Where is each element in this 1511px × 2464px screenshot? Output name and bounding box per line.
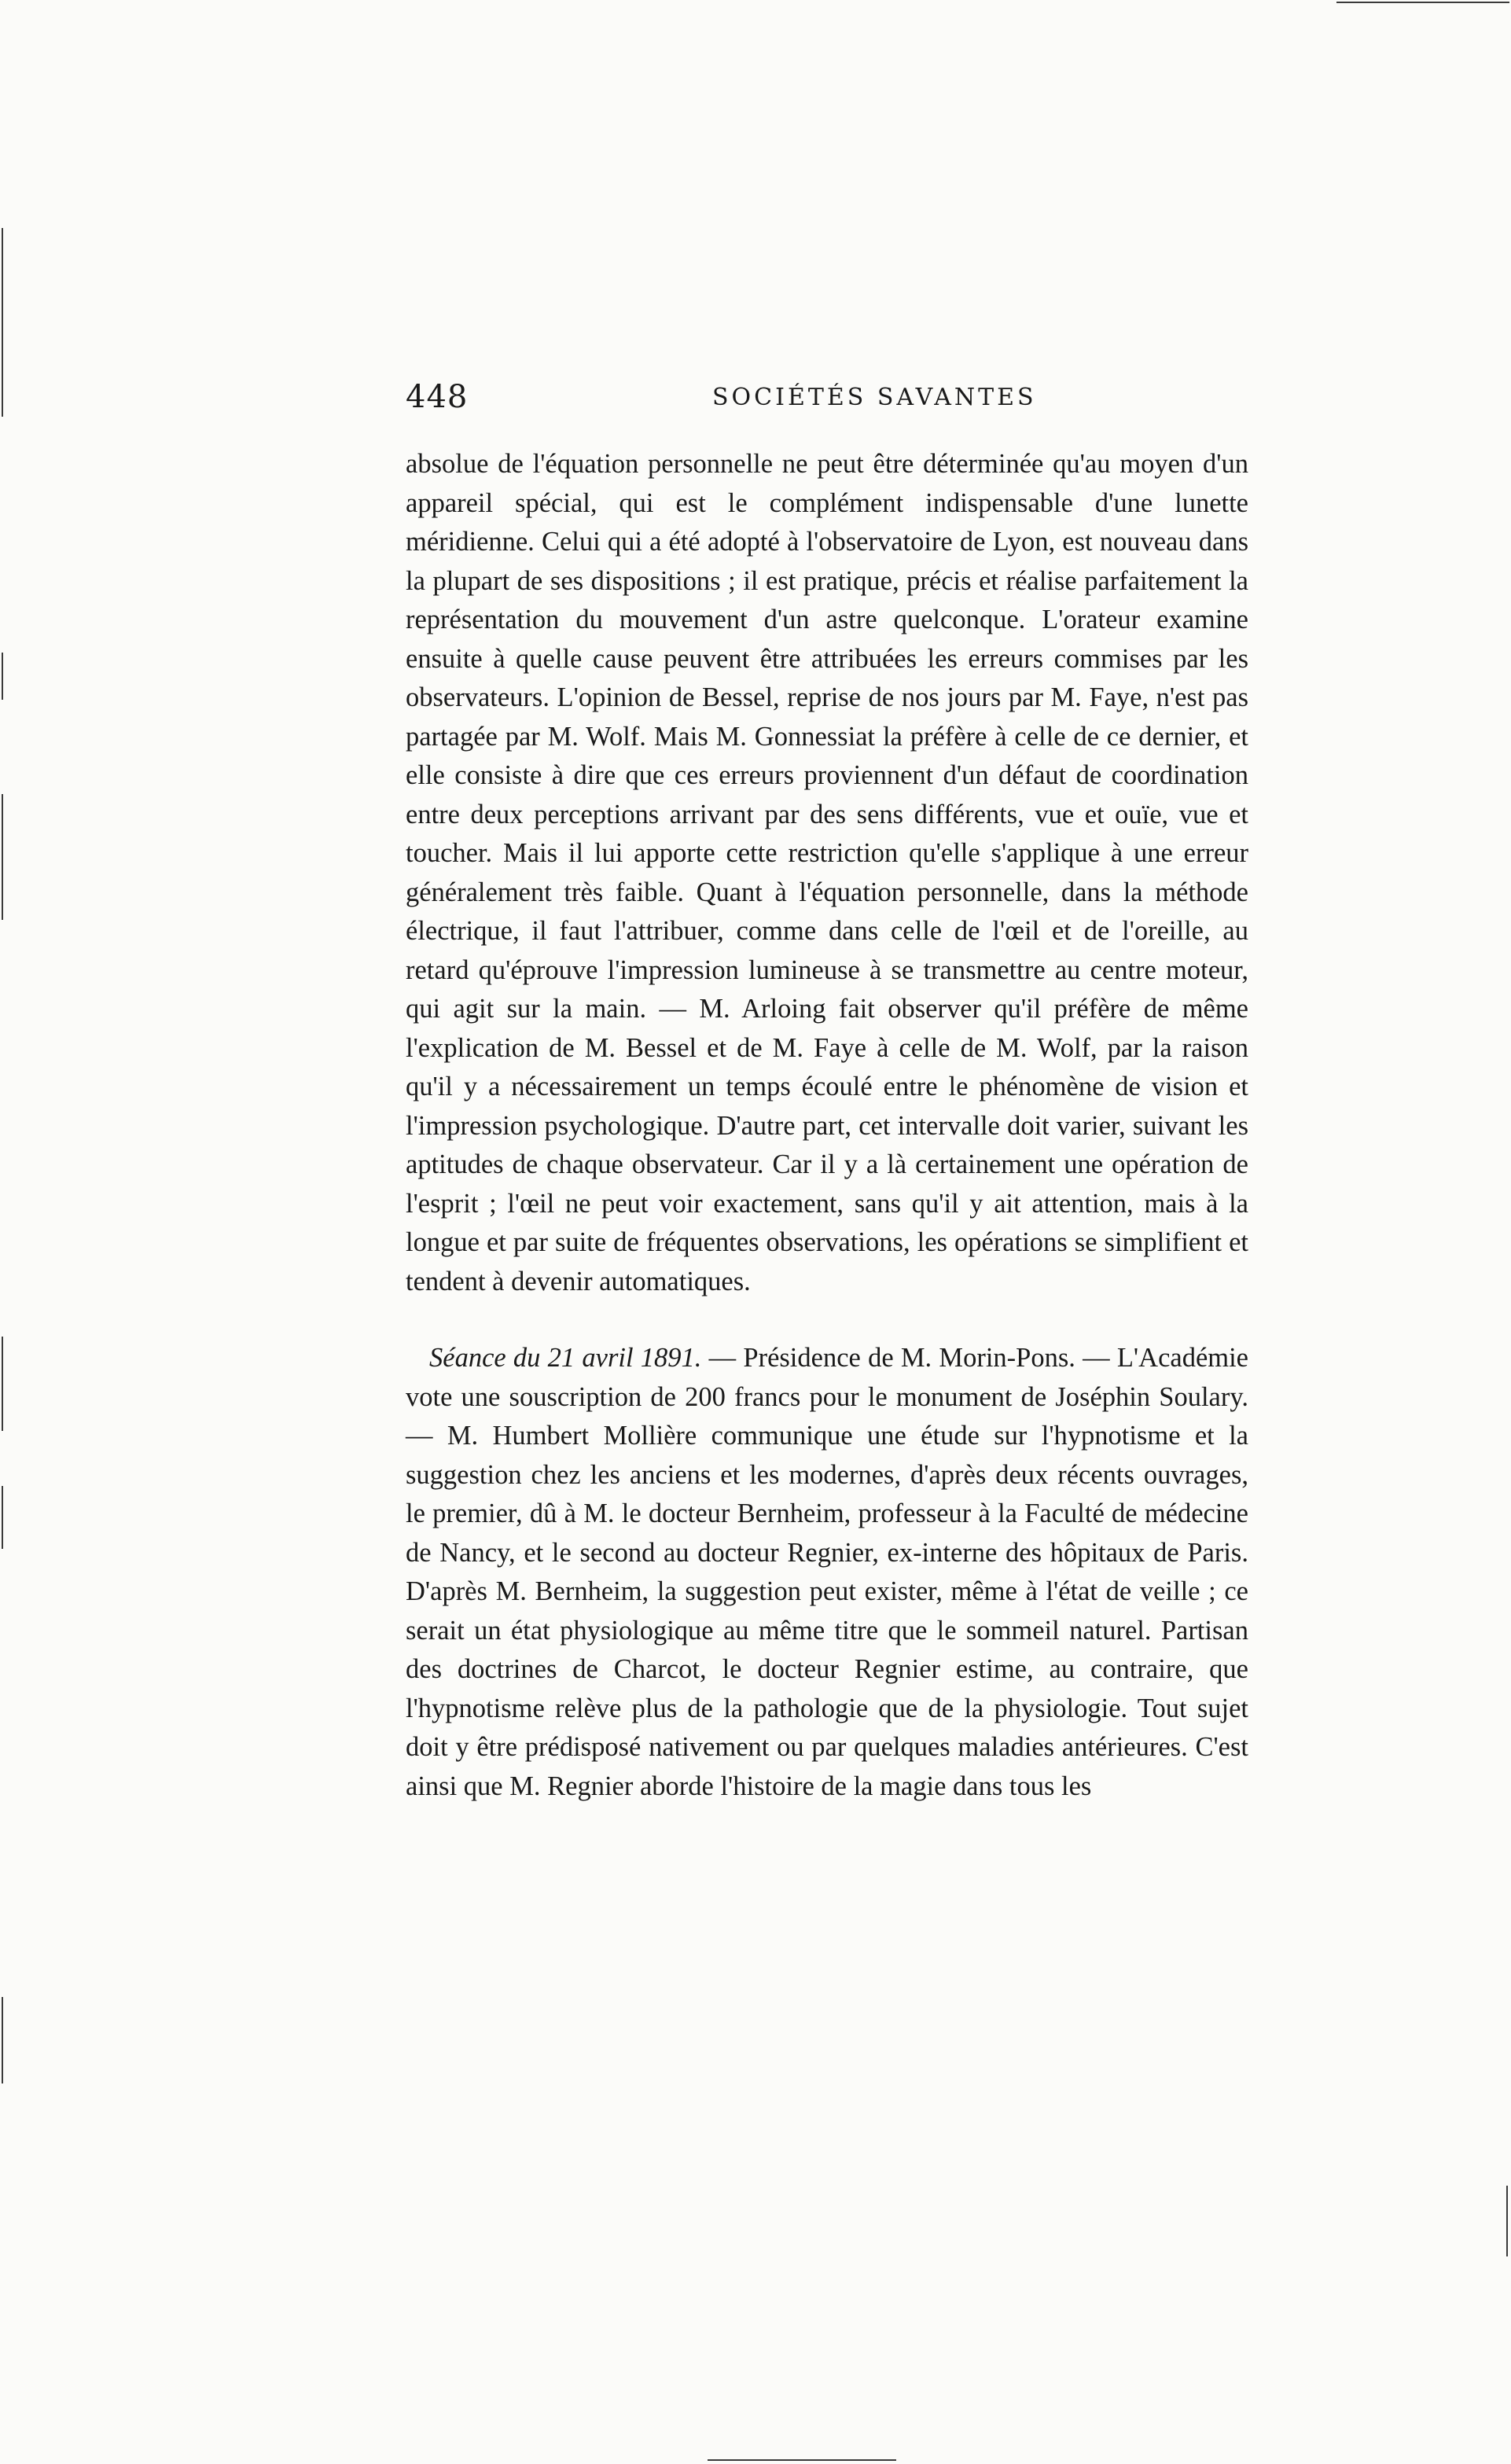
- body-text: [406, 445, 1248, 1806]
- paragraph-session: [406, 1339, 1248, 1806]
- session-text: — Présidence de M. Morin-Pons. — L'Académie vote une souscription de 200 francs pour le monument de Joséphin Soulary. — M. Humbert Mollière communique une étude sur l'hypnotisme et la suggestion chez les anciens et les modernes, d'après deux récents ouvrages, le premier, dû à M. le docteur Bernheim, professeur à la Faculté de médecine de Nancy, et le second au docteur Regnier, ex-interne des hôpitaux de Paris. D'après M. Bernheim, la suggestion peut exister, même à l'état de veille ; ce serait un état physiologique au même titre que le sommeil naturel. Partisan des doctrines de Charcot, le docteur Regnier estime, au contraire, que l'hypnotisme relève plus de la pathologie que de la physiologie. Tout sujet doit y être prédisposé nativement ou par quelques maladies antérieures. C'est ainsi que M. Regnier aborde l'histoire de la magie dans tous les: [406, 1343, 1248, 1801]
- scan-edge-mark: [2, 228, 3, 417]
- session-date: Séance du 21 avril 1891.: [429, 1343, 702, 1373]
- scan-edge-mark: [1506, 2186, 1508, 2256]
- scan-edge-mark: [1336, 2, 1509, 3]
- scan-edge-mark: [2, 653, 3, 700]
- scan-edge-mark: [2, 1486, 3, 1549]
- scan-edge-mark: [2, 794, 3, 920]
- scan-edge-mark: [708, 2459, 896, 2461]
- paragraph-continued: absolue de l'équation personnelle ne peut être déterminée qu'au moyen d'un appareil spécial, qui est le complément indispensable d'une lunette méridienne. Celui qui a été adopté à l'observatoire de Lyon, est nouveau dans la plupart de ses dispositions ; il est pratique, précis et réalise parfaitement la représentation du mouvement d'un astre quelconque. L'orateur examine ensuite à quelle cause peuvent être attribuées les erreurs commises par les observateurs. L'opinion de Bessel, reprise de nos jours par M. Faye, n'est pas partagée par M. Wolf. Mais M. Gonnessiat la préfère à celle de ce dernier, et elle consiste à dire que ces erreurs proviennent d'un défaut de coordination entre deux perceptions arrivant par des sens différents, vue et ouïe, vue et toucher. Mais il lui apporte cette restriction qu'elle s'applique à une erreur généralement très faible. Quant à l'équation personnelle, dans la méthode électrique, il faut l'attribuer, comme dans celle de l'œil et de l'oreille, au retard qu'éprouve l'impression lumineuse à se transmettre au centre moteur, qui agit sur la main. — M. Arloing fait observer qu'il préfère de même l'explication de M. Bessel et de M. Faye à celle de M. Wolf, par la raison qu'il y a nécessairement un temps écoulé entre le phénomène de vision et l'impression psychologique. D'autre part, cet intervalle doit varier, suivant les aptitudes de chaque observateur. Car il y a là certainement une opération de l'esprit ; l'œil ne peut voir exactement, sans qu'il y ait attention, mais à la longue et par suite de fréquentes observations, les opérations se simplifient et tendent à devenir automatiques.: [406, 449, 1248, 1296]
- page-number: 448: [406, 379, 469, 415]
- running-title: SOCIÉTÉS SAVANTES: [712, 384, 1037, 411]
- page-header: [406, 379, 1248, 426]
- scan-edge-mark: [2, 1337, 3, 1431]
- scan-edge-mark: [2, 1997, 3, 2083]
